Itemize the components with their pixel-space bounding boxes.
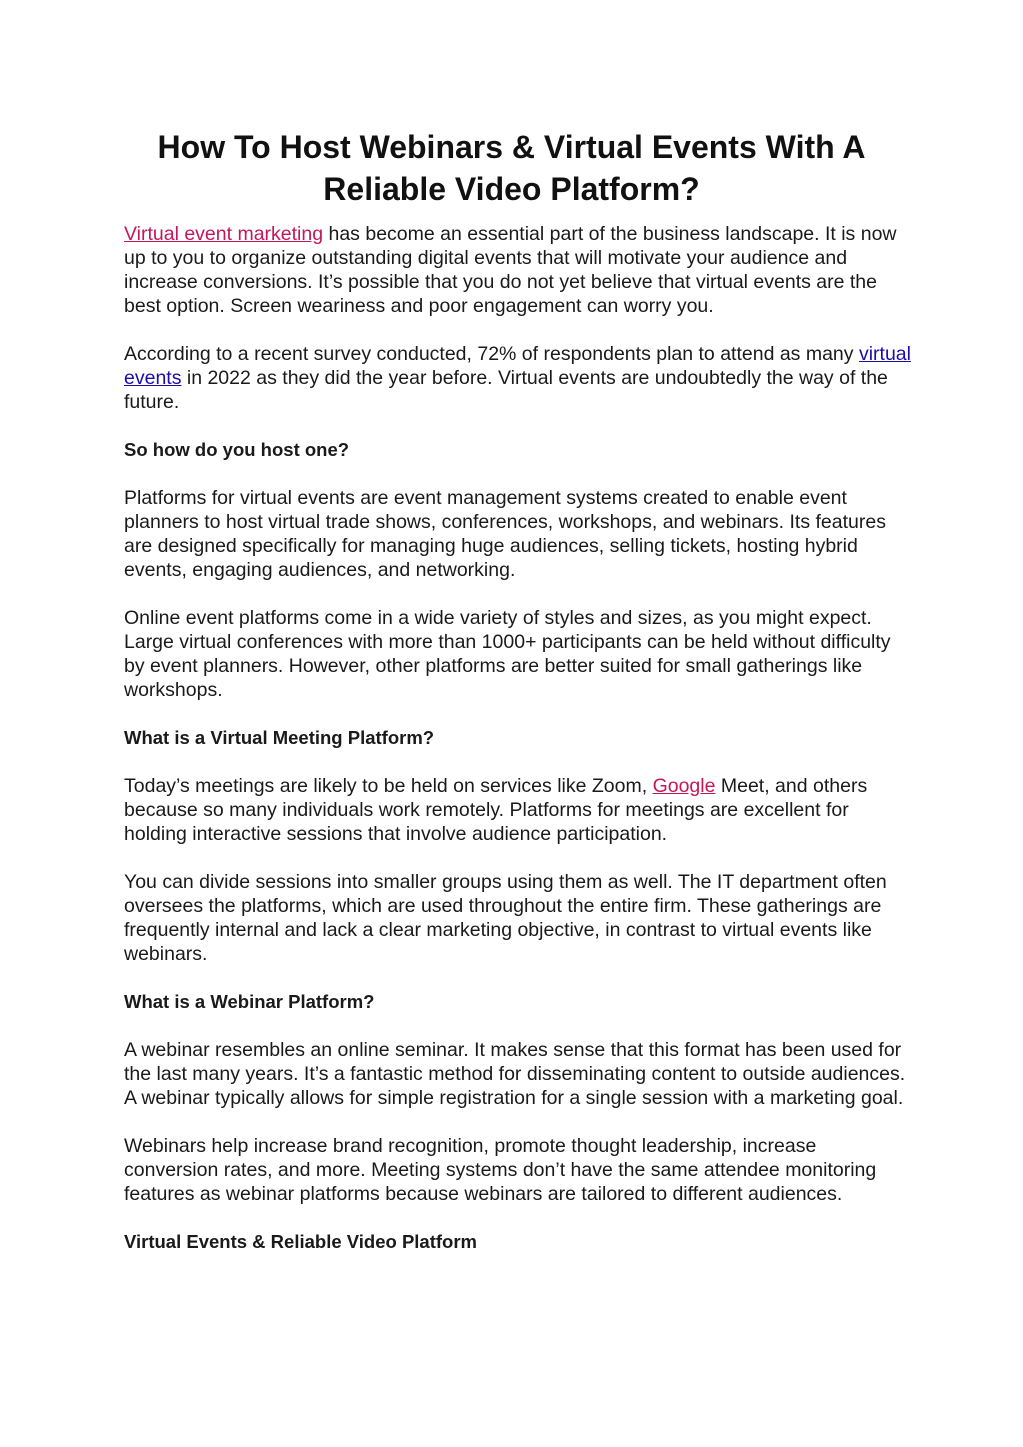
paragraph-survey-text-after: in 2022 as they did the year before. Virtual events are undoubtedly the way of the future. (124, 367, 888, 413)
paragraph-webinar-definition: A webinar resembles an online seminar. It makes sense that this format has been used for the last many years. It’s a fantastic method for disseminating content to outside audiences. A webinar typically allows for simple registration for a single session with a marketing goal. (124, 1039, 906, 1109)
paragraph-meetings-text-before: Today’s meetings are likely to be held on services like Zoom, (124, 775, 653, 797)
paragraph-online-platforms: Online event platforms come in a wide variety of styles and sizes, as you might expect. Large virtual conferences with more than 1000+ participants can be held without difficulty by event planners. However, other platforms are better suited for small gatherings like workshops. (124, 607, 891, 701)
heading-how-to-host: So how do you host one? (124, 439, 350, 460)
paragraph-intro-text: has become an essential part of the business landscape. It is now up to you to organize outstanding digital events that will motivate your audience and increase conversions. It’s possible that you do not yet believe that virtual events are the best option. Screen weariness and poor engagement can worry you. (124, 223, 897, 317)
virtual-event-marketing-link[interactable]: Virtual event marketing (124, 223, 324, 245)
paragraph-survey-text-before: According to a recent survey conducted, 72% of respondents plan to attend as many (124, 343, 859, 365)
paragraph-meetings (124, 774, 914, 846)
paragraph-meetings-text-after: Meet, and others because so many individuals work remotely. Platforms for meetings are excellent for holding interactive sessions that involve audience participation. (124, 775, 868, 845)
document-title: How To Host Webinars & Virtual Events With A Reliable Video Platform? (157, 129, 866, 207)
paragraph-webinar-benefits: Webinars help increase brand recognition, promote thought leadership, increase conversion rates, and more. Meeting systems don’t have the same attendee monitoring features as webinar platforms because webinars are tailored to different audiences. (124, 1135, 877, 1205)
paragraph-survey (124, 342, 914, 414)
virtual-events-link[interactable]: virtual events (124, 343, 911, 389)
google-link[interactable]: Google (652, 775, 716, 797)
paragraph-intro (124, 222, 914, 318)
paragraph-sessions: You can divide sessions into smaller groups using them as well. The IT department often oversees the platforms, which are used throughout the entire firm. These gatherings are frequently internal and lack a clear marketing objective, in contrast to virtual events like webinars. (124, 871, 887, 965)
document-body (124, 222, 914, 1278)
heading-virtual-meeting-platform: What is a Virtual Meeting Platform? (124, 727, 435, 748)
heading-webinar-platform: What is a Webinar Platform? (124, 991, 375, 1012)
heading-virtual-events-video-platform: Virtual Events & Reliable Video Platform (124, 1231, 477, 1252)
paragraph-platforms: Platforms for virtual events are event management systems created to enable event planners to host virtual trade shows, conferences, workshops, and webinars. Its features are designed specifically for managing huge audiences, selling tickets, hosting hybrid events, engaging audiences, and networking. (124, 487, 886, 581)
